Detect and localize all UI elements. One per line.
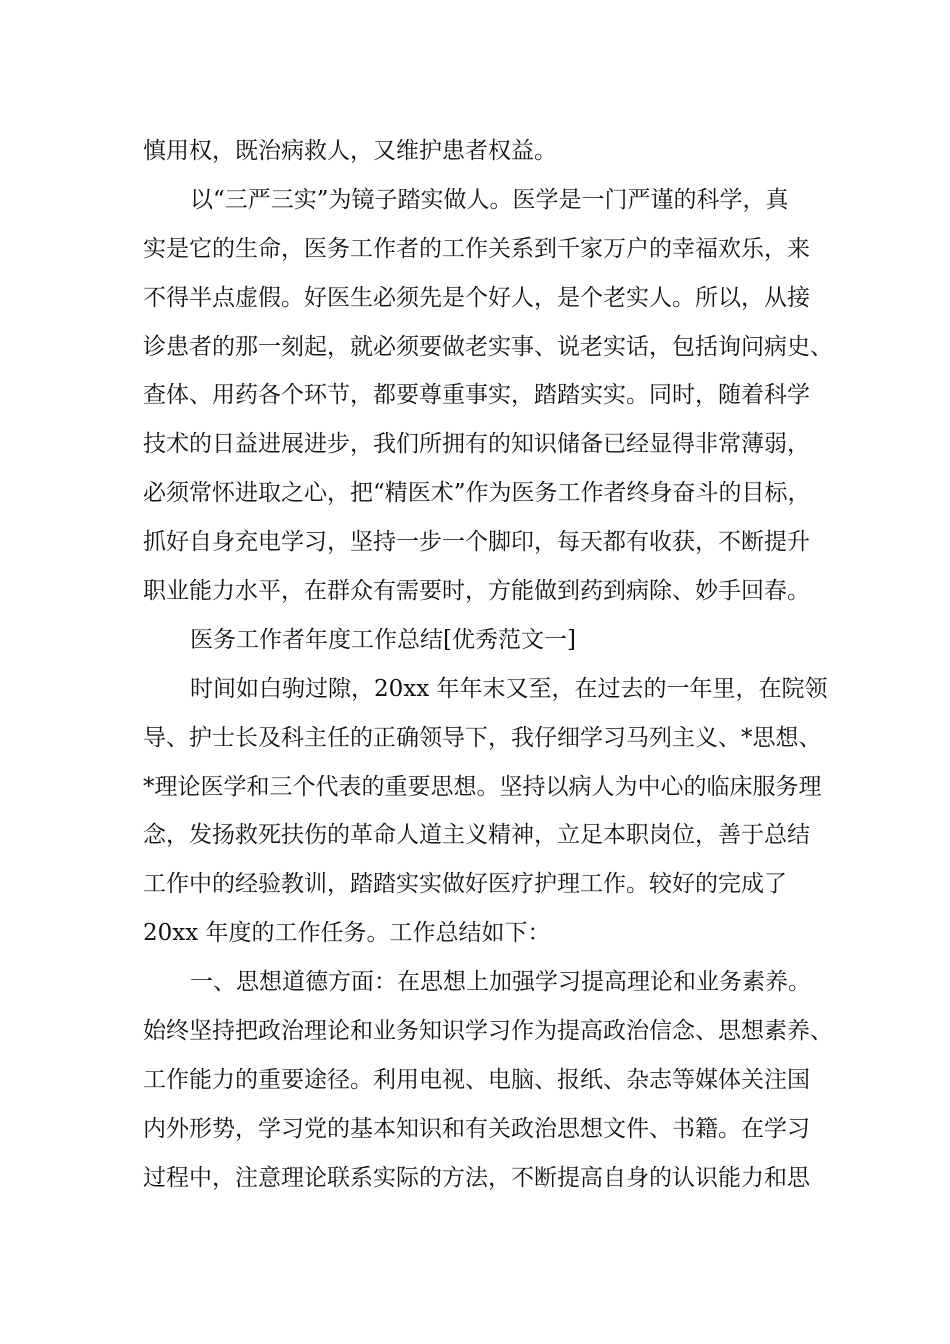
text-line: 职业能力水平，在群众有需要时，方能做到药到病除、妙手回春。 bbox=[143, 578, 810, 605]
section-heading: 医务工作者年度工作总结[优秀范文一] bbox=[190, 626, 576, 653]
text-line: 诊患者的那一刻起，就必须要做老实事、说老实话，包括询问病史、 bbox=[143, 333, 833, 360]
text-line: 过程中，注意理论联系实际的方法，不断提高自身的认识能力和思 bbox=[143, 1164, 810, 1191]
text-line: 查体、用药各个环节，都要尊重事实，踏踏实实。同时，随着科学 bbox=[143, 382, 810, 409]
text-line: 不得半点虚假。好医生必须先是个好人，是个老实人。所以，从接 bbox=[143, 284, 810, 311]
text-line: 20xx 年度的工作任务。工作总结如下： bbox=[143, 920, 551, 947]
body-text bbox=[143, 127, 833, 1203]
text-line: 导、护士长及科主任的正确领导下，我仔细学习马列主义、*思想、 bbox=[143, 724, 822, 751]
text-line: 工作能力的重要途径。利用电视、电脑、报纸、杂志等媒体关注国 bbox=[143, 1066, 810, 1093]
text-line: 工作中的经验教训，踏踏实实做好医疗护理工作。较好的完成了 bbox=[143, 871, 787, 898]
text-line: 始终坚持把政治理论和业务知识学习作为提高政治信念、思想素养、 bbox=[143, 1018, 833, 1045]
text-line: *理论医学和三个代表的重要思想。坚持以病人为中心的临床服务理 bbox=[143, 773, 822, 800]
text-line: 时间如白驹过隙，20xx 年年末又至，在过去的一年里，在院领 bbox=[190, 675, 828, 702]
text-line: 内外形势，学习党的基本知识和有关政治思想文件、书籍。在学习 bbox=[143, 1115, 810, 1142]
text-line: 抓好自身充电学习，坚持一步一个脚印，每天都有收获，不断提升 bbox=[143, 529, 810, 556]
text-line: 必须常怀进取之心，把“精医术”作为医务工作者终身奋斗的目标， bbox=[143, 480, 811, 507]
text-line: 慎用权，既治病救人，又维护患者权益。 bbox=[143, 138, 557, 164]
text-line: 技术的日益进展进步，我们所拥有的知识储备已经显得非常薄弱， bbox=[143, 431, 810, 458]
text-line: 念，发扬救死扶伤的革命人道主义精神，立足本职岗位，善于总结 bbox=[143, 822, 810, 849]
text-line: 以“三严三实”为镜子踏实做人。医学是一门严谨的科学，真 bbox=[190, 186, 789, 213]
text-line: 实是它的生命，医务工作者的工作关系到千家万户的幸福欢乐，来 bbox=[143, 235, 810, 262]
text-line: 一、思想道德方面：在思想上加强学习提高理论和业务素养。 bbox=[190, 969, 811, 996]
